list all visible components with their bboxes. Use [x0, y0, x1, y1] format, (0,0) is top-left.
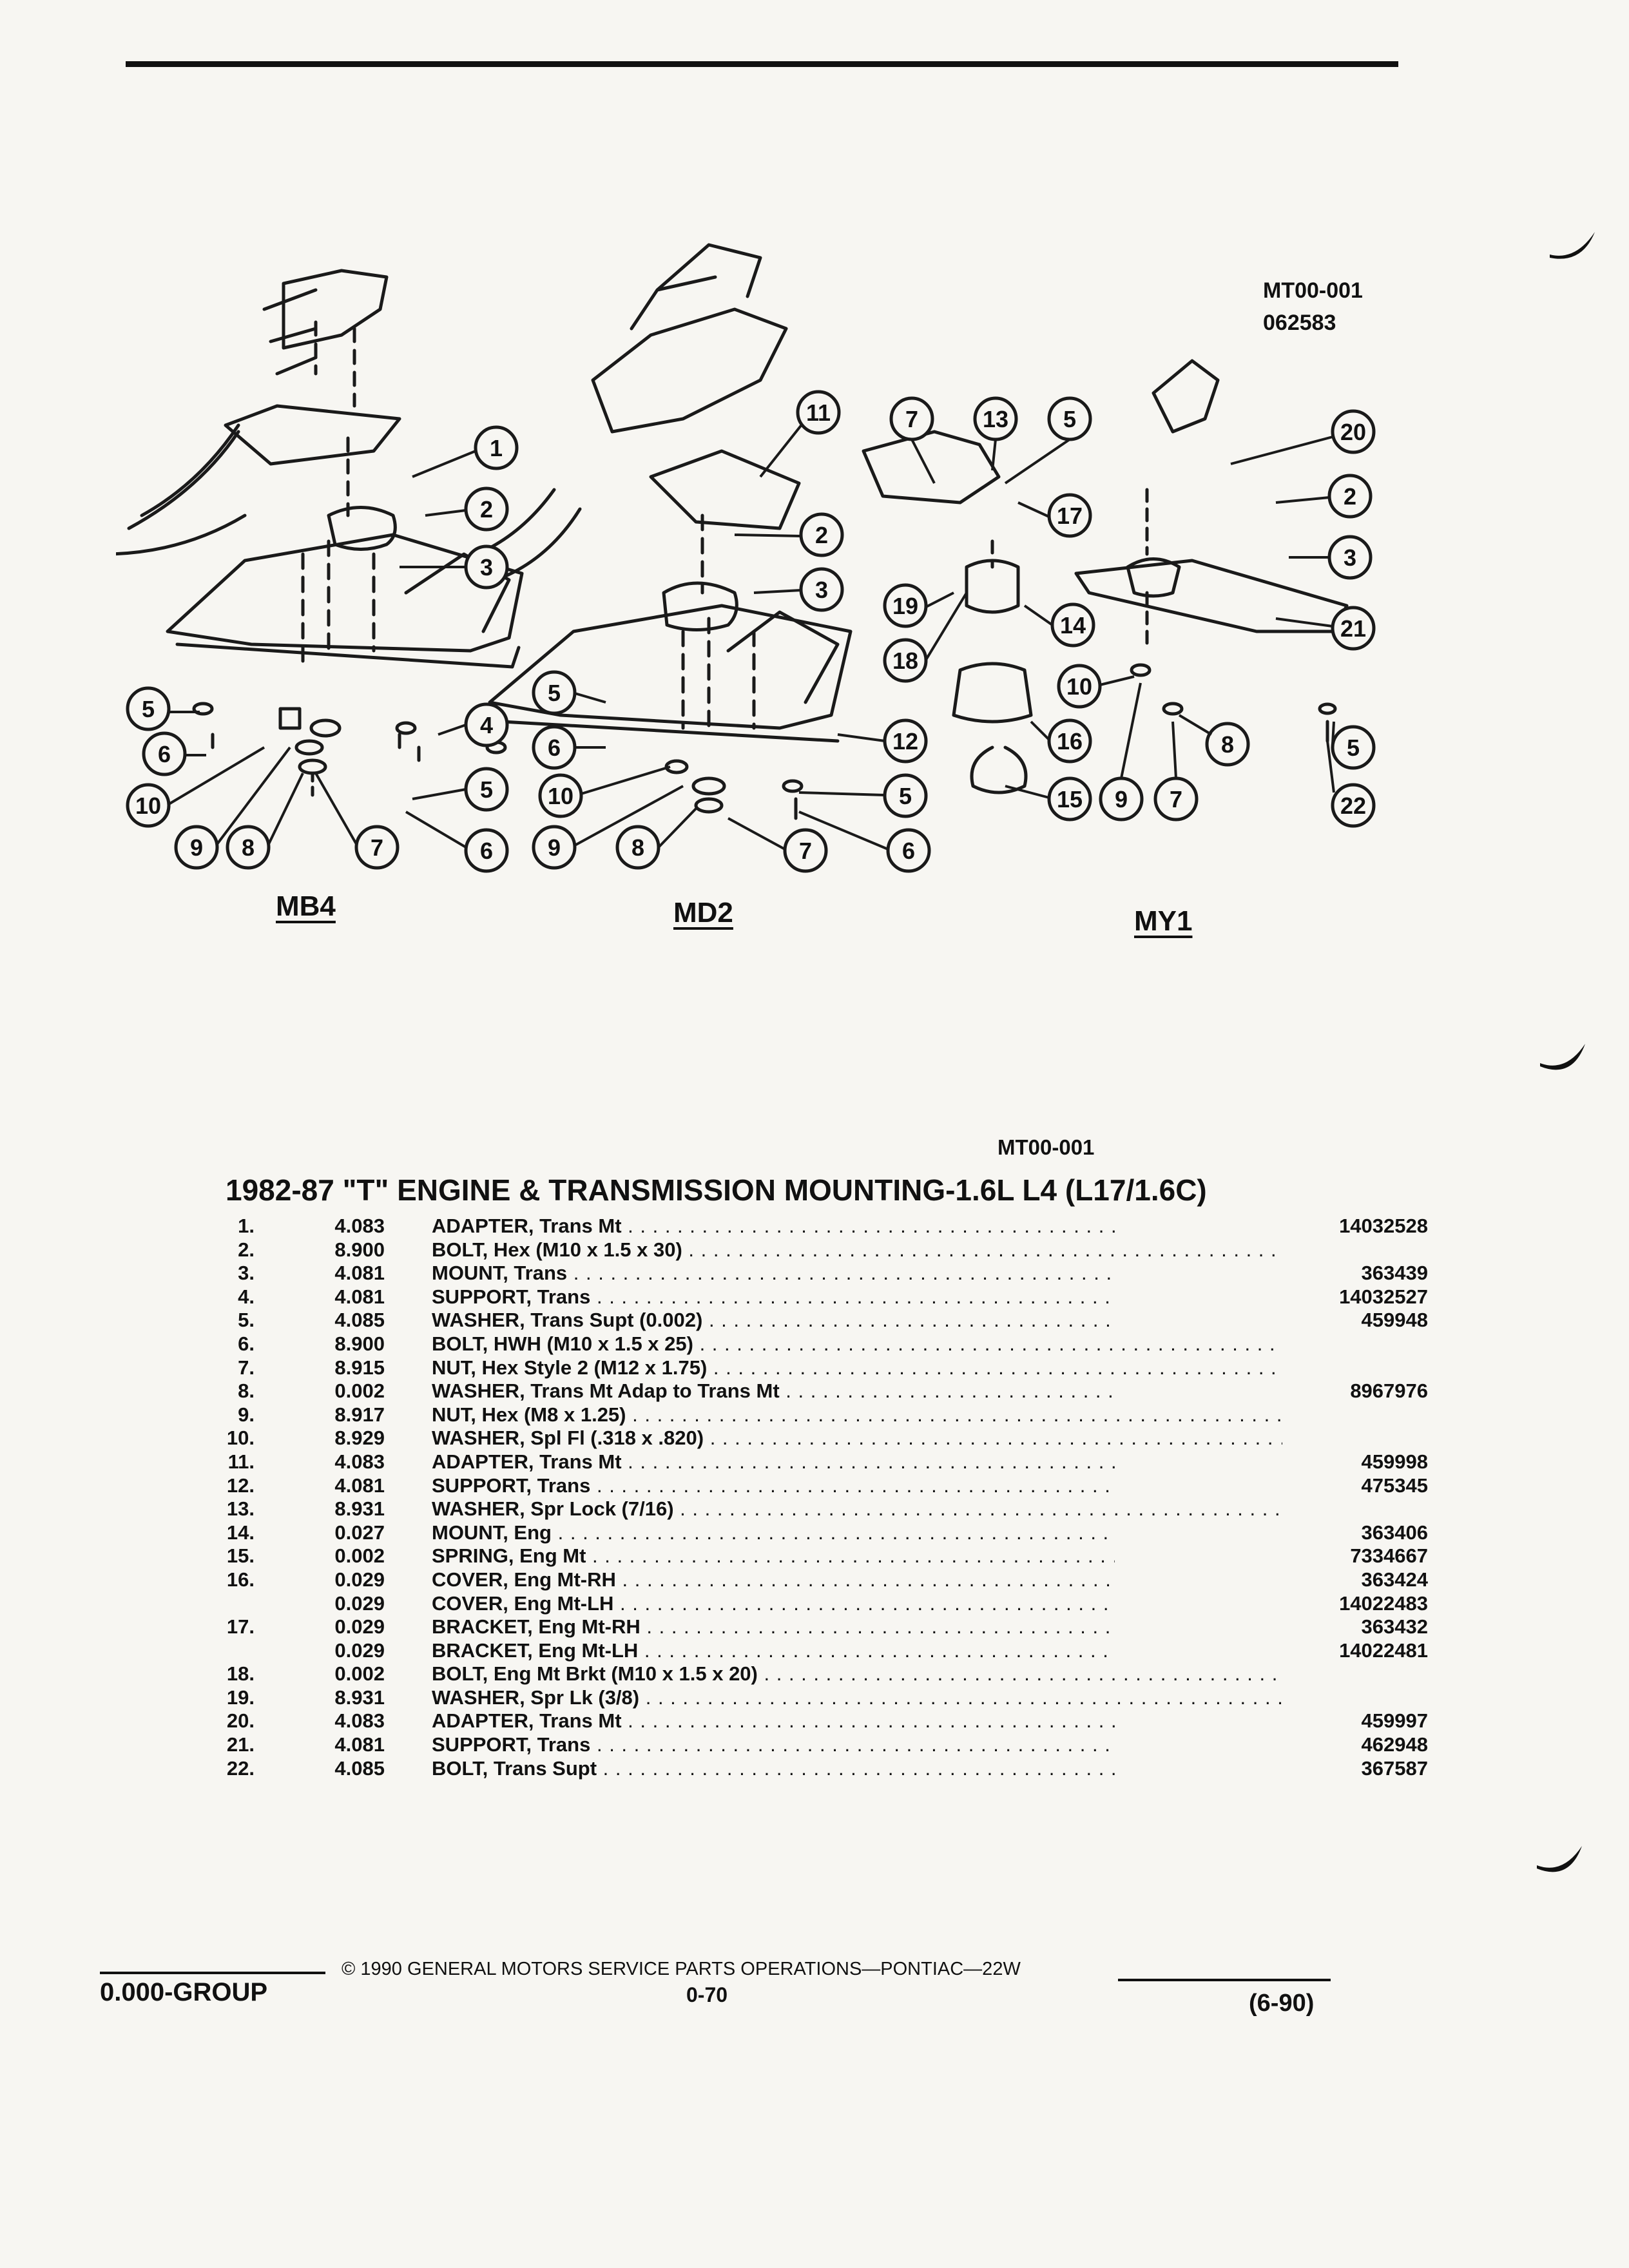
part-description: MOUNT, Eng . . . — [432, 1521, 1282, 1544]
svg-text:5: 5 — [1346, 735, 1360, 761]
part-description: COVER, Eng Mt-RH . . . — [432, 1568, 1282, 1591]
footer-group: 0.000-GROUP — [100, 1978, 268, 2006]
part-description: WASHER, Trans Mt Adap to Trans Mt . . . — [432, 1379, 1282, 1403]
parts-illustration — [116, 232, 1431, 954]
part-number: 14032528 — [1115, 1215, 1428, 1238]
svg-text:5: 5 — [547, 680, 561, 706]
svg-text:10: 10 — [1066, 673, 1093, 700]
figure-ref-code: MT00-001 — [1263, 278, 1363, 303]
item-number: 20. — [226, 1709, 255, 1733]
part-number: 475345 — [1115, 1474, 1428, 1497]
group-code: 8.931 — [334, 1686, 385, 1709]
svg-text:3: 3 — [1343, 544, 1357, 571]
parts-row — [200, 1591, 1428, 1616]
svg-text:1: 1 — [489, 435, 503, 461]
callout-group-my1 — [885, 398, 1374, 826]
svg-text:9: 9 — [1114, 786, 1128, 812]
group-code: 8.900 — [334, 1238, 385, 1261]
parts-row — [200, 1427, 1231, 1450]
parts-row — [200, 1662, 1231, 1686]
parts-row — [200, 1379, 1428, 1403]
footer-rule-right — [1118, 1979, 1331, 1981]
svg-text:5: 5 — [1063, 406, 1077, 432]
part-number: 367587 — [1115, 1757, 1428, 1780]
parts-row — [200, 1709, 1428, 1733]
item-number: 10. — [226, 1427, 255, 1450]
parts-row — [200, 1450, 1428, 1474]
parts-row — [200, 1403, 1231, 1427]
svg-text:2: 2 — [479, 496, 494, 523]
part-number: 363432 — [1115, 1615, 1428, 1639]
part-description: BOLT, Hex (M10 x 1.5 x 30) . . . — [432, 1238, 1282, 1262]
item-number: 18. — [226, 1662, 255, 1686]
part-number: 363424 — [1115, 1568, 1428, 1591]
svg-text:6: 6 — [157, 741, 171, 767]
part-description: BRACKET, Eng Mt-LH . . . — [432, 1639, 1282, 1662]
parts-row — [200, 1733, 1428, 1757]
parts-row — [200, 1521, 1428, 1545]
item-number: 14. — [226, 1521, 255, 1544]
group-code: 4.085 — [334, 1309, 385, 1332]
group-code: 8.917 — [334, 1403, 385, 1426]
part-description: MOUNT, Trans . . . — [432, 1262, 1282, 1285]
item-number: 9. — [238, 1403, 255, 1426]
svg-text:2: 2 — [815, 522, 829, 548]
parts-row — [200, 1544, 1428, 1568]
parts-row — [200, 1285, 1428, 1309]
part-description: BOLT, Trans Supt . . . — [432, 1757, 1282, 1780]
svg-text:13: 13 — [982, 406, 1009, 432]
view-label-my1: MY1 — [1134, 905, 1193, 937]
part-number: 14032527 — [1115, 1285, 1428, 1309]
part-number: 459998 — [1115, 1450, 1428, 1474]
group-code: 0.027 — [334, 1521, 385, 1544]
group-code: 4.081 — [334, 1733, 385, 1756]
svg-text:5: 5 — [141, 696, 155, 722]
group-code: 0.029 — [334, 1615, 385, 1639]
group-code: 0.002 — [334, 1544, 385, 1568]
svg-text:7: 7 — [370, 834, 384, 861]
item-number: 16. — [226, 1568, 255, 1591]
group-code: 8.929 — [334, 1427, 385, 1450]
item-number: 22. — [226, 1756, 255, 1780]
parts-row — [200, 1309, 1428, 1332]
parts-row — [200, 1356, 1231, 1380]
my1-assembly — [863, 361, 1347, 793]
part-number: 14022483 — [1115, 1592, 1428, 1615]
item-number: 4. — [238, 1285, 255, 1308]
part-description: SUPPORT, Trans . . . — [432, 1733, 1282, 1756]
parts-row — [200, 1215, 1428, 1238]
parts-list — [200, 1215, 1428, 1780]
margin-check-mark-icon — [1534, 1843, 1585, 1881]
svg-text:8: 8 — [631, 834, 645, 861]
md2-assembly — [477, 245, 851, 818]
parts-row — [200, 1474, 1428, 1498]
item-number: 13. — [226, 1497, 255, 1521]
svg-text:5: 5 — [479, 776, 494, 803]
item-number: 12. — [226, 1474, 255, 1497]
item-number: 17. — [226, 1615, 255, 1639]
parts-row — [200, 1756, 1428, 1781]
part-description: SUPPORT, Trans . . . — [432, 1285, 1282, 1309]
item-number: 19. — [226, 1686, 255, 1709]
item-number: 8. — [238, 1379, 255, 1403]
svg-text:9: 9 — [189, 834, 204, 861]
svg-text:21: 21 — [1340, 615, 1367, 642]
svg-text:19: 19 — [892, 593, 919, 619]
view-label-md2: MD2 — [673, 897, 733, 928]
part-number: 363439 — [1115, 1262, 1428, 1285]
part-description: ADAPTER, Trans Mt . . . — [432, 1215, 1282, 1238]
group-code: 0.002 — [334, 1379, 385, 1403]
svg-text:6: 6 — [547, 735, 561, 761]
svg-text:20: 20 — [1340, 419, 1367, 445]
part-description: WASHER, Spl Fl (.318 x .820) . . . — [432, 1427, 1282, 1450]
svg-text:7: 7 — [1169, 786, 1183, 812]
section-title: 1982-87 "T" ENGINE & TRANSMISSION MOUNTING-1.6L L4 (L17/1.6C) — [226, 1173, 1207, 1207]
svg-text:3: 3 — [479, 554, 494, 581]
parts-row — [200, 1686, 1231, 1710]
footer-page-number: 0-70 — [686, 1983, 728, 2006]
parts-row — [200, 1568, 1428, 1592]
item-number: 15. — [226, 1544, 255, 1568]
part-number: 462948 — [1115, 1733, 1428, 1756]
group-code: 4.081 — [334, 1474, 385, 1497]
group-code: 0.029 — [334, 1591, 385, 1615]
part-description: BOLT, HWH (M10 x 1.5 x 25) . . . — [432, 1332, 1282, 1356]
part-description: ADAPTER, Trans Mt . . . — [432, 1450, 1282, 1474]
item-number: 5. — [238, 1309, 255, 1332]
part-description: SUPPORT, Trans . . . — [432, 1474, 1282, 1497]
svg-text:3: 3 — [815, 577, 829, 603]
group-code: 4.083 — [334, 1709, 385, 1733]
svg-text:6: 6 — [901, 838, 916, 864]
svg-text:22: 22 — [1340, 793, 1367, 819]
group-code: 8.915 — [334, 1356, 385, 1379]
group-code: 0.002 — [334, 1662, 385, 1686]
svg-text:8: 8 — [1220, 731, 1235, 758]
view-label-mb4: MB4 — [276, 890, 336, 922]
svg-text:9: 9 — [547, 834, 561, 861]
part-number: 8967976 — [1115, 1379, 1428, 1403]
svg-text:7: 7 — [798, 838, 813, 864]
group-code: 8.931 — [334, 1497, 385, 1521]
item-number: 11. — [227, 1450, 255, 1473]
svg-text:4: 4 — [479, 712, 494, 738]
part-description: NUT, Hex Style 2 (M12 x 1.75) . . . — [432, 1356, 1282, 1379]
item-number: 1. — [238, 1215, 255, 1237]
svg-text:15: 15 — [1056, 786, 1083, 812]
footer-copyright: © 1990 GENERAL MOTORS SERVICE PARTS OPERATIONS—PONTIAC—22W — [342, 1959, 1021, 1979]
item-number: 2. — [238, 1238, 255, 1261]
part-description: BOLT, Eng Mt Brkt (M10 x 1.5 x 20) . . . — [432, 1662, 1282, 1686]
part-number: 459997 — [1115, 1709, 1428, 1733]
svg-text:8: 8 — [241, 834, 255, 861]
group-code: 4.083 — [334, 1215, 385, 1237]
part-description: SPRING, Eng Mt . . . — [432, 1544, 1282, 1568]
margin-check-mark-icon — [1537, 1041, 1588, 1079]
item-number: 3. — [238, 1262, 255, 1285]
mb4-assembly — [116, 271, 522, 799]
part-number: 363406 — [1115, 1521, 1428, 1544]
parts-row — [200, 1615, 1428, 1639]
parts-row — [200, 1639, 1428, 1663]
part-description: WASHER, Spr Lk (3/8) . . . — [432, 1686, 1282, 1709]
group-code: 4.081 — [334, 1262, 385, 1285]
item-number: 21. — [226, 1733, 255, 1756]
item-number: 7. — [238, 1356, 255, 1379]
group-code: 0.029 — [334, 1639, 385, 1662]
margin-check-mark-icon — [1547, 229, 1598, 267]
group-code: 4.083 — [334, 1450, 385, 1473]
part-number: 7334667 — [1115, 1544, 1428, 1568]
svg-text:17: 17 — [1056, 503, 1083, 529]
parts-row — [200, 1262, 1428, 1285]
top-rule — [126, 61, 1398, 67]
svg-text:2: 2 — [1343, 483, 1357, 510]
svg-text:10: 10 — [135, 793, 162, 819]
svg-text:12: 12 — [892, 728, 919, 754]
group-code: 0.029 — [334, 1568, 385, 1591]
part-description: COVER, Eng Mt-LH . . . — [432, 1592, 1282, 1615]
svg-text:18: 18 — [892, 648, 919, 674]
section-code: MT00-001 — [998, 1135, 1095, 1159]
item-number: 6. — [238, 1332, 255, 1355]
figure-ref-date: 062583 — [1263, 311, 1336, 335]
part-number: 14022481 — [1115, 1639, 1428, 1662]
part-description: ADAPTER, Trans Mt . . . — [432, 1709, 1282, 1733]
part-number: 459948 — [1115, 1309, 1428, 1332]
part-description: NUT, Hex (M8 x 1.25) . . . — [432, 1403, 1282, 1427]
svg-text:6: 6 — [479, 838, 494, 864]
footer-rule-left — [100, 1972, 325, 1974]
group-code: 8.900 — [334, 1332, 385, 1355]
group-code: 4.085 — [334, 1756, 385, 1780]
part-description: BRACKET, Eng Mt-RH . . . — [432, 1615, 1282, 1639]
svg-text:14: 14 — [1059, 612, 1086, 639]
svg-text:10: 10 — [547, 783, 574, 809]
svg-text:7: 7 — [905, 406, 919, 432]
footer-date: (6-90) — [1249, 1990, 1315, 2017]
svg-text:16: 16 — [1056, 728, 1083, 754]
part-description: WASHER, Spr Lock (7/16) . . . — [432, 1497, 1282, 1521]
svg-text:5: 5 — [898, 783, 912, 809]
group-code: 4.081 — [334, 1285, 385, 1308]
parts-row — [200, 1238, 1231, 1262]
parts-row — [200, 1332, 1231, 1356]
part-description: WASHER, Trans Supt (0.002) . . . — [432, 1309, 1282, 1332]
svg-text:11: 11 — [805, 399, 831, 426]
parts-row — [200, 1497, 1231, 1521]
